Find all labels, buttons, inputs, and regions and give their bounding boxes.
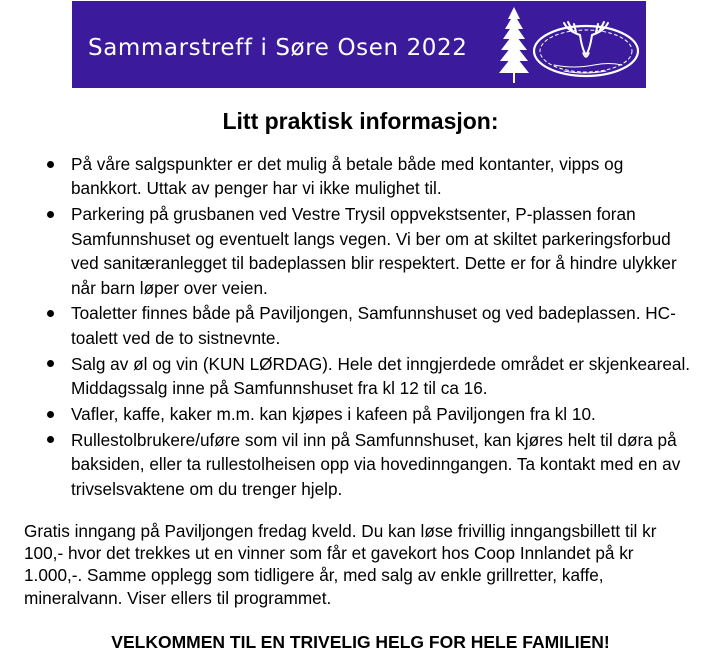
- bullet-icon: [47, 211, 54, 218]
- bullet-icon: [47, 360, 54, 367]
- list-item-text: På våre salgspunkter er det mulig å betale både med kontanter, vipps og bankkort. Uttak av penger har vi ikke mulighet til.: [71, 154, 624, 199]
- bullet-icon: [47, 436, 54, 443]
- list-item-text: Salg av øl og vin (KUN LØRDAG). Hele det inngjerdede området er skjenkeareal. Middagssalg inne på Samfunnshuset fra kl 12 til ca 16.: [71, 353, 691, 399]
- info-list: [0, 152, 721, 503]
- list-item: [0, 202, 696, 300]
- list-item-text: Parkering på grusbanen ved Vestre Trysil oppvekstsenter, P-plassen foran Samfunnshuset og eventuelt langs vegen. Vi ber om at skiltet parkeringsforbud ved sanitæranlegget til badeplassen blir respektert. Dette er for å hindre ulykker når barn løper over veien.: [71, 204, 677, 298]
- list-item: [0, 352, 696, 401]
- info-paragraph: Gratis inngang på Paviljongen fredag kveld. Du kan løse frivillig inngangsbillett til kr 100,- hvor det trekkes ut en vinner som får et gavekort hos Coop Innlandet på kr 1.000,-. Samme opplegg som tidligere år, med salg av enkle grillretter, kaffe, mineralvann. Viser ellers til programmet.: [24, 521, 657, 608]
- list-item: [0, 152, 696, 201]
- list-item-text: Rullestolbrukere/uføre som vil inn på Samfunnshuset, kan kjøres helt til døra på baksiden, eller ta rullestolheisen opp via hovedinngangen. Ta kontakt med en av trivselsvaktene om du trenger hjelp.: [71, 429, 681, 499]
- bullet-icon: [47, 411, 54, 418]
- list-item: [0, 301, 696, 350]
- list-item: [0, 402, 696, 426]
- bullet-icon: [47, 310, 54, 317]
- page-title: Litt praktisk informasjon:: [222, 108, 499, 134]
- list-item-text: Toaletter finnes både på Paviljongen, Samfunnshuset og ved badeplassen. HC-toalett ved de to sistnevnte.: [71, 303, 676, 348]
- banner-title: Sammarstreff i Søre Osen 2022: [88, 35, 468, 61]
- list-item-text: Vafler, kaffe, kaker m.m. kan kjøpes i kafeen på Paviljongen fra kl 10.: [71, 404, 596, 425]
- welcome-footer: VELKOMMEN TIL EN TRIVELIG HELG FOR HELE FAMILIEN!: [111, 632, 610, 652]
- list-item: [0, 428, 696, 501]
- bullet-icon: [47, 161, 54, 168]
- banner: [72, 1, 646, 88]
- tree-and-moose-logo-icon: [494, 5, 644, 85]
